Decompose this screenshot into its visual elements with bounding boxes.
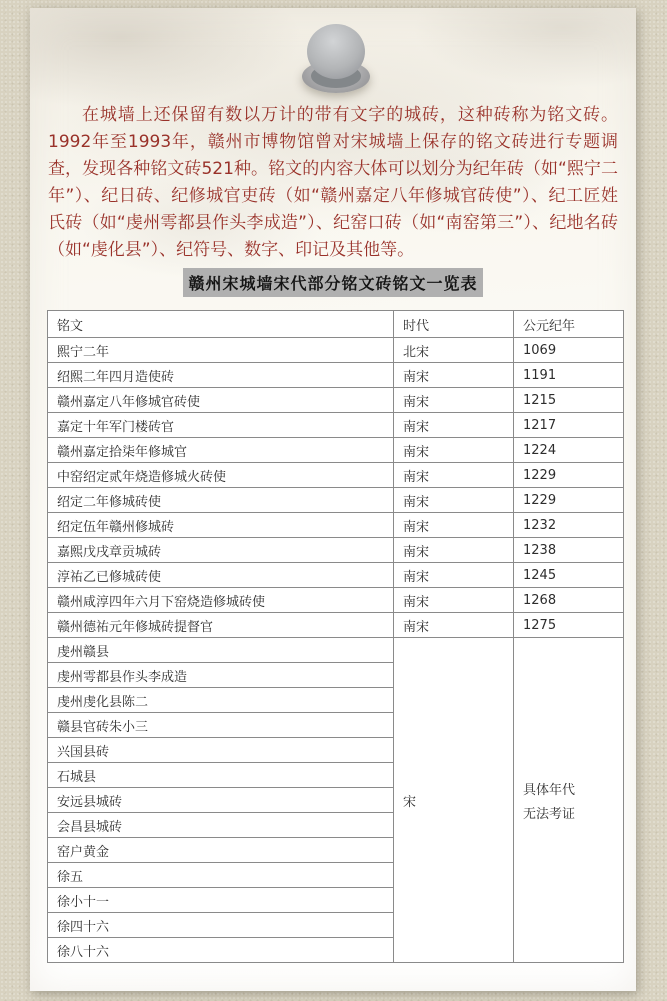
era-cell: 南宋	[394, 513, 514, 538]
era-cell: 南宋	[394, 563, 514, 588]
inscription-cell: 安远县城砖	[48, 788, 394, 813]
header-cell-inscription: 铭文	[48, 311, 394, 338]
table-row	[48, 338, 624, 363]
inscriptions-table	[47, 310, 624, 963]
inscription-cell: 赣县官砖朱小三	[48, 713, 394, 738]
year-cell: 1215	[514, 388, 624, 413]
inscription-cell: 会昌县城砖	[48, 813, 394, 838]
year-cell: 1069	[514, 338, 624, 363]
table-row	[48, 488, 624, 513]
table-row	[48, 638, 624, 663]
inscription-cell: 窑户黄金	[48, 838, 394, 863]
merged-year-cell	[514, 638, 624, 963]
inscription-cell: 虔州赣县	[48, 638, 394, 663]
header-cell-year: 公元纪年	[514, 311, 624, 338]
table-row	[48, 363, 624, 388]
table-row	[48, 563, 624, 588]
inscription-cell: 绍定伍年赣州修城砖	[48, 513, 394, 538]
inscription-cell: 徐四十六	[48, 913, 394, 938]
inscription-cell: 徐八十六	[48, 938, 394, 963]
paper-sheet	[30, 8, 636, 991]
era-cell: 南宋	[394, 438, 514, 463]
table-row	[48, 613, 624, 638]
inscription-cell: 嘉定十年军门楼砖官	[48, 413, 394, 438]
undated-year-line: 无法考证	[523, 806, 576, 822]
inscription-cell: 兴国县砖	[48, 738, 394, 763]
inscription-cell: 赣州嘉定八年修城官砖使	[48, 388, 394, 413]
merged-era-cell: 宋	[394, 638, 514, 963]
era-cell: 南宋	[394, 613, 514, 638]
inscription-cell: 石城县	[48, 763, 394, 788]
year-cell: 1217	[514, 413, 624, 438]
table-title-row	[30, 268, 636, 297]
inscription-cell: 中窑绍定贰年烧造修城火砖使	[48, 463, 394, 488]
year-cell: 1275	[514, 613, 624, 638]
inscription-cell: 赣州咸淳四年六月下窑烧造修城砖使	[48, 588, 394, 613]
inscription-cell: 虔州虔化县陈二	[48, 688, 394, 713]
year-cell: 1232	[514, 513, 624, 538]
table-row	[48, 413, 624, 438]
era-cell: 南宋	[394, 388, 514, 413]
teacup-icon	[302, 24, 372, 94]
era-cell: 北宋	[394, 338, 514, 363]
era-cell: 南宋	[394, 588, 514, 613]
year-cell: 1191	[514, 363, 624, 388]
undated-year-line: 具体年代	[523, 782, 576, 798]
era-cell: 南宋	[394, 488, 514, 513]
inscription-cell: 嘉熙戊戌章贡城砖	[48, 538, 394, 563]
era-cell: 南宋	[394, 538, 514, 563]
year-cell: 1268	[514, 588, 624, 613]
inscription-cell: 赣州嘉定拾柒年修城官	[48, 438, 394, 463]
table-row	[48, 463, 624, 488]
table-row	[48, 588, 624, 613]
table-header-row	[48, 311, 624, 338]
inscription-cell: 绍熙二年四月造使砖	[48, 363, 394, 388]
table-row	[48, 538, 624, 563]
intro-paragraph: 在城墙上还保留有数以万计的带有文字的城砖，这种砖称为铭文砖。1992年至1993年，赣州市博物馆曾对宋城墙上保存的铭文砖进行专题调查，发现各种铭文砖521种。铭文的内容大体可以划分为纪年砖（如“熙宁二年”）、纪日砖、纪修城官吏砖（如“赣州嘉定八年修城官砖使”）、纪工匠姓氏砖（如“虔州雩都县作头李成造”）、纪窑口砖（如“南窑第三”）、纪地名砖（如“虔化县”）、纪符号、数字、印记及其他等。	[48, 105, 618, 260]
inscription-cell: 熙宁二年	[48, 338, 394, 363]
year-cell: 1245	[514, 563, 624, 588]
inscription-cell: 绍定二年修城砖使	[48, 488, 394, 513]
header-cell-era: 时代	[394, 311, 514, 338]
table-row	[48, 438, 624, 463]
era-cell: 南宋	[394, 413, 514, 438]
year-cell: 1229	[514, 463, 624, 488]
inscription-cell: 淳祐乙已修城砖使	[48, 563, 394, 588]
year-cell: 1224	[514, 438, 624, 463]
year-cell: 1229	[514, 488, 624, 513]
inscription-cell: 徐小十一	[48, 888, 394, 913]
table-row	[48, 388, 624, 413]
inscription-cell: 徐五	[48, 863, 394, 888]
inscription-cell: 赣州德祐元年修城砖提督官	[48, 613, 394, 638]
table-title: 赣州宋城墙宋代部分铭文砖铭文一览表	[183, 268, 482, 297]
teacup-body	[307, 24, 365, 79]
inscription-cell: 虔州雩都县作头李成造	[48, 663, 394, 688]
year-cell: 1238	[514, 538, 624, 563]
era-cell: 南宋	[394, 363, 514, 388]
table-row	[48, 513, 624, 538]
era-cell: 南宋	[394, 463, 514, 488]
